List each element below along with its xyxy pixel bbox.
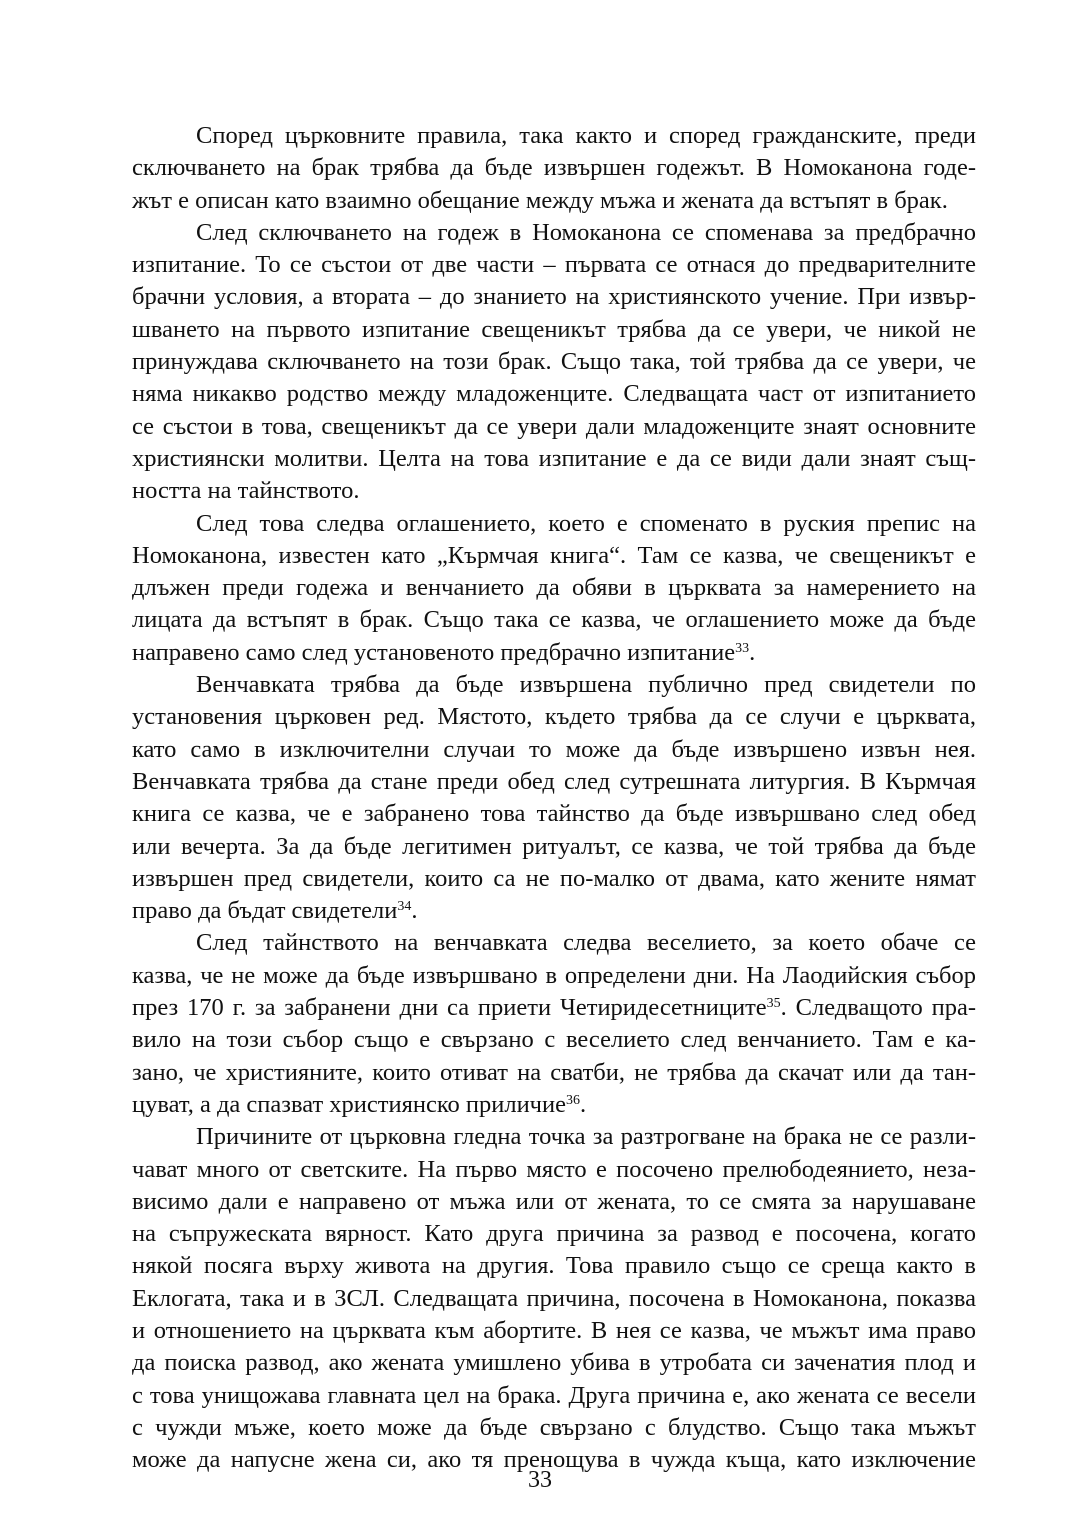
text-line: на съпружеската вярност. Като друга причина за развод е посочена, когато [132, 1220, 976, 1248]
text-run: цуват, а да спазват християнско приличие [132, 1090, 566, 1118]
text-line: ността на тайнството. [132, 477, 360, 505]
text-line: да поиска развод, ако жената умишлено убива в утробата си заченатия плод и [132, 1349, 976, 1377]
text-line [132, 895, 976, 927]
text-line: като само в изключителни случаи то може да бъде извършено извън нея. [132, 735, 976, 763]
text-line: и отношението на църквата към абортите. В нея се казва, че мъжът има право [132, 1316, 976, 1344]
text-line: Номоканона, известен като „Кърмчая книга“. Там се казва, че свещеникът е [132, 541, 976, 569]
text-line [132, 1089, 976, 1121]
text-line: висимо дали е направено от мъжа или от жената, то се смята за нарушаване [132, 1187, 976, 1215]
text-run: . [749, 638, 756, 666]
paragraph-3 [132, 508, 976, 669]
page-number: 33 [528, 1467, 552, 1493]
text-line: жът е описан като взаимно обещание между мъжа и жената да встъпят в брак. [132, 186, 948, 214]
text-line: вило на този събор също е свързано с веселието след венчанието. Там е ка- [132, 1026, 976, 1054]
text-line: извършен пред свидетели, които са не по-малко от двама, като жените нямат [132, 864, 976, 892]
footnote-ref-35[interactable]: 35 [766, 996, 781, 1012]
text-line: Венчавката трябва да бъде извършена публично пред свидетели по [196, 671, 976, 699]
text-line: зано, че християните, които отиват на сватби, не трябва да скачат или да тан- [132, 1058, 976, 1086]
paragraph-5 [132, 927, 976, 1121]
text-line: След това следва оглашението, което е споменато в руския препис на [196, 509, 976, 537]
text-line: Причините от църковна гледна точка за разтрогване на брака не се разли- [196, 1123, 976, 1151]
paragraph-1 [132, 120, 976, 217]
footnote-ref-33[interactable]: 33 [735, 640, 750, 656]
text-line: се състои в това, свещеникът да се увери дали младоженците знаят основните [132, 412, 976, 440]
text-line: книга се казва, че е забранено това тайнство да бъде извършвано след обед [132, 800, 976, 828]
text-run: направено само след установеното предбрачно изпитание [132, 638, 736, 666]
text-line: Според църковните правила, така както и според гражданските, преди [196, 122, 976, 149]
text-line: християнски молитви. Целта на това изпитание е да се види дали знаят същ- [132, 444, 976, 472]
text-line: изпитание. То се състои от две части – първата се отнася до предварителните [132, 251, 976, 279]
text-line [132, 637, 976, 669]
text-line: лицата да встъпят в брак. Също така се казва, че оглашението може да бъде [132, 606, 976, 634]
paragraph-6 [132, 1121, 976, 1476]
footnote-ref-36[interactable]: 36 [566, 1092, 580, 1108]
text-line: може да напусне жена си, ако тя пренощува в чужда къща, като изключение [132, 1446, 976, 1474]
text-line: принуждава сключването на този брак. Също така, той трябва да се увери, че [132, 348, 976, 376]
text-line: установения църковен ред. Мястото, където трябва да се случи е църквата, [132, 703, 976, 731]
body-text [132, 120, 976, 1476]
text-line: брачни условия, а втората – до знанието на християнското учение. При извър- [132, 283, 976, 311]
text-run: право да бъдат свидетели [132, 897, 398, 925]
text-line: След тайнството на венчавката следва веселието, за което обаче се [196, 929, 976, 957]
text-line: с чужди мъже, което може да бъде свързано с блудство. Също така мъжът [132, 1413, 976, 1441]
text-line: няма никакво родство между младоженците. Следващата част от изпитанието [132, 380, 976, 408]
text-line: длъжен преди годежа и венчанието да обяви в църквата за намерението на [132, 574, 976, 602]
text-line [132, 992, 976, 1024]
text-line: чават много от светските. На първо място е посочено прелюбодеянието, неза- [132, 1155, 976, 1183]
text-line: сключването на брак трябва да бъде извършен годежът. В Номоканона годе- [132, 154, 976, 182]
paragraph-2 [132, 217, 976, 508]
footnote-ref-34[interactable]: 34 [397, 899, 412, 915]
text-line: След сключването на годеж в Номоканона се споменава за предбрачно [196, 218, 976, 246]
paragraph-4 [132, 669, 976, 927]
text-run: през 170 г. за забранени дни са приети Четиридесетниците [132, 994, 767, 1022]
text-run: . [580, 1090, 587, 1118]
text-line: Еклогата, така и в ЗСЛ. Следващата причина, посочена в Номоканона, показва [132, 1284, 976, 1312]
text-run: . [411, 897, 418, 925]
text-line: или вечерта. За да бъде легитимен ритуалът, се казва, че той трябва да бъде [132, 832, 976, 860]
text-line: казва, че не може да бъде извършвано в определени дни. На Лаодийския събор [132, 961, 976, 989]
text-line: шването на първото изпитание свещеникът трябва да се увери, че никой не [132, 315, 976, 343]
text-line: Венчавката трябва да стане преди обед след сутрешната литургия. В Кърмчая [132, 767, 976, 795]
text-run: . Следващото пра- [780, 994, 976, 1022]
text-line: с това унищожава главната цел на брака. Друга причина е, ако жената се весели [132, 1381, 976, 1409]
text-line: някой посяга върху живота на другия. Това правило също се среща както в [132, 1252, 976, 1280]
